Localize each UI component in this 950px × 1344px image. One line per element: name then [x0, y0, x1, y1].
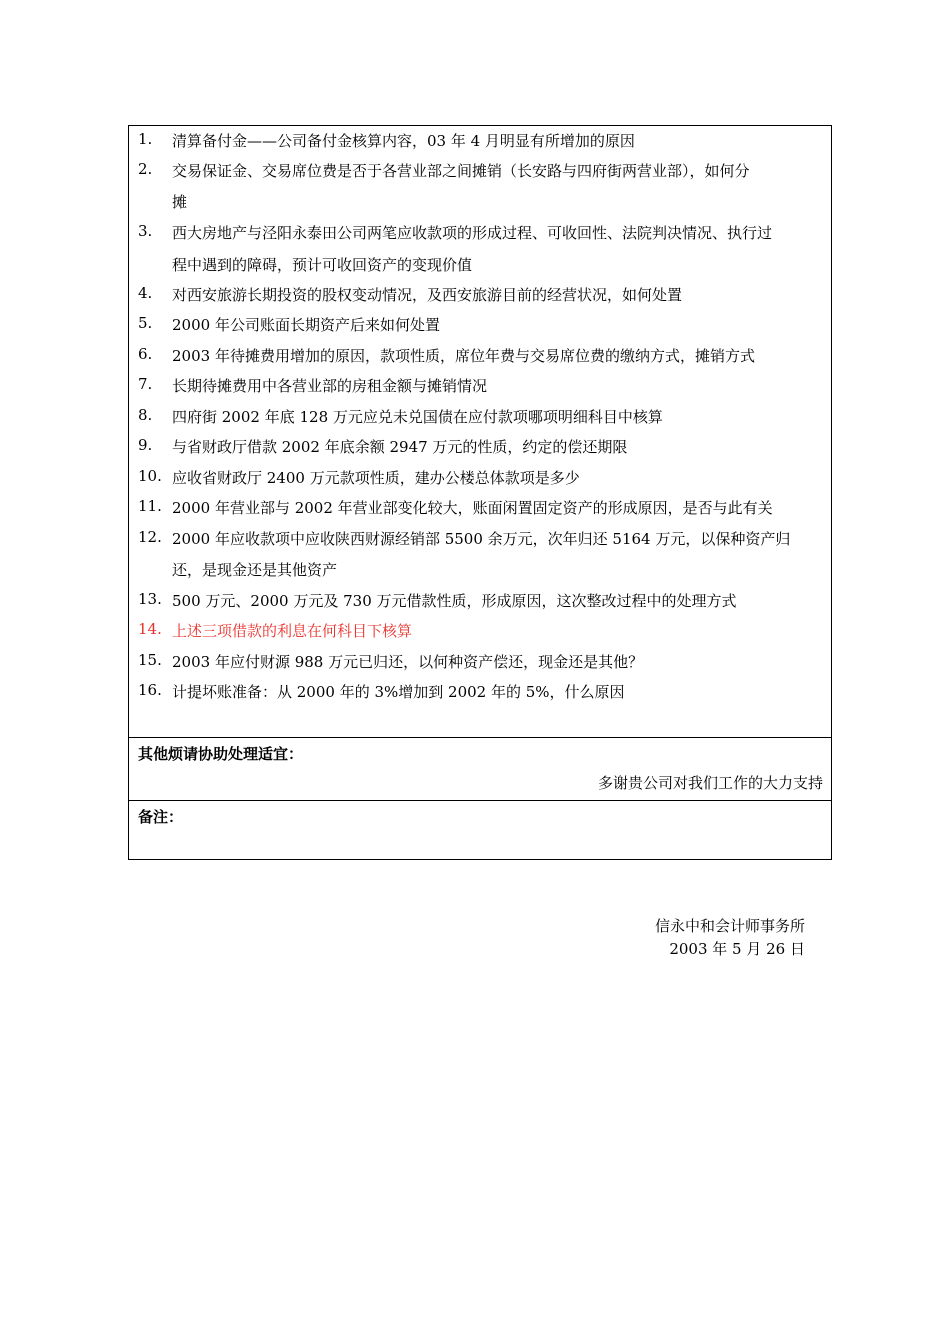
item-number: 1. [138, 130, 153, 148]
item-text: 计提坏账准备：从 2000 年的 3%增加到 2002 年的 5%，什么原因 [172, 683, 625, 701]
help-request-label: 其他烦请协助处理适宜： [138, 745, 304, 763]
item-number: 5. [138, 314, 153, 332]
item-text: 四府街 2002 年底 128 万元应兑未兑国债在应付款项哪项明细科目中核算 [172, 408, 663, 426]
help-request-section [129, 738, 831, 801]
item-text: 交易保证金、交易席位费是否于各营业部之间摊销（长安路与四府街两营业部），如何分 [172, 162, 750, 180]
item-text: 与省财政厅借款 2002 年底余额 2947 万元的性质，约定的偿还期限 [172, 438, 628, 456]
item-text: 西大房地产与泾阳永泰田公司两笔应收款项的形成过程、可收回性、法院判决情况、执行过 [172, 224, 773, 242]
item-text: 上述三项借款的利息在何科目下核算 [172, 622, 413, 640]
signature-block [655, 915, 805, 961]
item-number: 11. [138, 497, 162, 515]
item-text-continued: 程中遇到的障碍，预计可收回资产的变现价值 [172, 256, 473, 274]
item-number: 6. [138, 345, 153, 363]
item-number: 16. [138, 681, 162, 699]
inquiry-form [128, 125, 832, 860]
item-text: 2003 年待摊费用增加的原因，款项性质，席位年费与交易席位费的缴纳方式，摊销方式 [172, 347, 755, 365]
item-number: 12. [138, 528, 162, 546]
item-number: 3. [138, 222, 153, 240]
item-text: 应收省财政厅 2400 万元款项性质，建办公楼总体款项是多少 [172, 469, 580, 487]
item-number: 10. [138, 467, 162, 485]
item-number: 7. [138, 375, 153, 393]
item-number: 14. [138, 620, 162, 638]
question-list [129, 126, 831, 738]
item-text: 2003 年应付财源 988 万元已归还，以何种资产偿还，现金还是其他？ [172, 653, 644, 671]
item-text: 500 万元、2000 万元及 730 万元借款性质，形成原因，这次整改过程中的处理方式 [172, 592, 737, 610]
item-text: 2000 年公司账面长期资产后来如何处置 [172, 316, 440, 334]
firm-name: 信永中和会计师事务所 [654, 917, 805, 935]
item-text: 2000 年营业部与 2002 年营业部变化较大，账面闲置固定资产的形成原因，是否与此有关 [172, 499, 773, 517]
item-text: 对西安旅游长期投资的股权变动情况，及西安旅游目前的经营状况，如何处置 [172, 286, 683, 304]
item-text-continued: 还，是现金还是其他资产 [172, 561, 338, 579]
item-number: 2. [138, 160, 153, 178]
item-number: 4. [138, 284, 153, 302]
item-number: 9. [138, 436, 153, 454]
item-number: 15. [138, 651, 162, 669]
item-text: 长期待摊费用中各营业部的房租金额与摊销情况 [172, 377, 488, 395]
item-text-continued: 摊 [172, 193, 188, 211]
item-text: 2000 年应收款项中应收陕西财源经销部 5500 余万元，次年归还 5164 万元，以保种资产归 [172, 530, 791, 548]
item-number: 8. [138, 406, 153, 424]
notes-label: 备注： [138, 808, 184, 826]
thanks-text: 多谢贵公司对我们工作的大力支持 [597, 774, 823, 792]
item-number: 13. [138, 590, 162, 608]
item-text: 清算备付金——公司备付金核算内容，03 年 4 月明显有所增加的原因 [172, 132, 635, 150]
signature-date: 2003 年 5 月 26 日 [669, 940, 805, 958]
